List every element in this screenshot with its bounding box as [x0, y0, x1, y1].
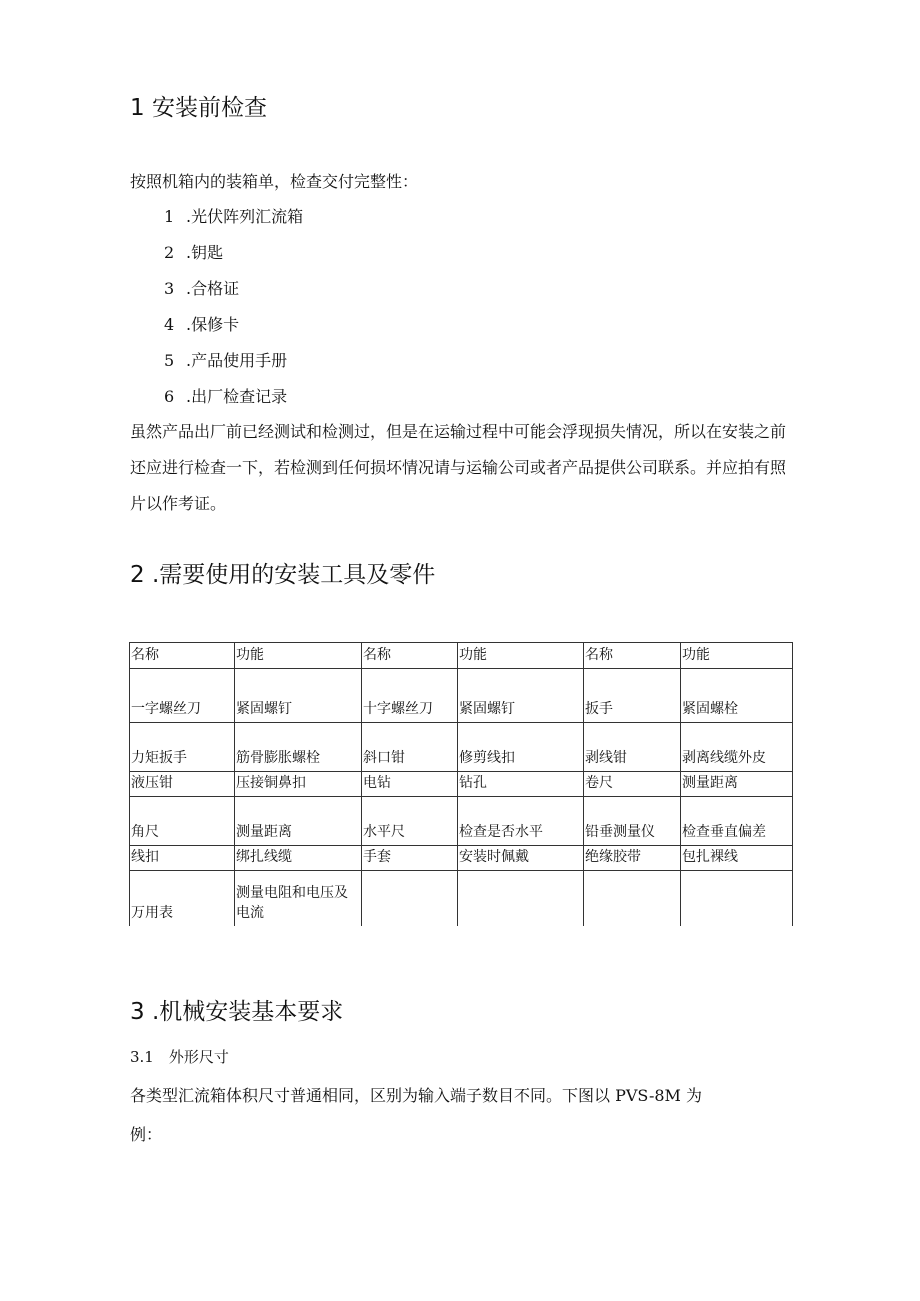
list-item: 3 .合格证 — [164, 279, 240, 298]
table-cell: 钻孔 — [458, 772, 584, 797]
table-cell — [362, 871, 458, 926]
table-cell — [458, 871, 584, 926]
list-item: 2 .钥匙 — [164, 243, 224, 262]
table-cell: 筋骨膨胀螺栓 — [235, 723, 362, 772]
table-cell: 安装时佩戴 — [458, 846, 584, 871]
section3-text-line2: 例： — [130, 1125, 163, 1144]
table-cell: 电钻 — [362, 772, 458, 797]
table-cell: 压接铜鼻扣 — [235, 772, 362, 797]
table-cell: 线扣 — [130, 846, 235, 871]
section2-heading: 2 .需要使用的安装工具及零件 — [130, 562, 436, 588]
table-header-cell: 功能 — [458, 643, 584, 669]
table-cell: 卷尺 — [584, 772, 681, 797]
table-cell — [681, 871, 793, 926]
table-cell: 检查垂直偏差 — [681, 797, 793, 846]
section3-text-line1: 各类型汇流箱体积尺寸普通相同，区别为输入端子数目不同。下图以 PVS-8M 为 — [130, 1086, 703, 1105]
table-row — [130, 797, 793, 846]
table-cell: 手套 — [362, 846, 458, 871]
section3-subheading: 3.1 外形尺寸 — [130, 1048, 229, 1066]
table-row — [130, 669, 793, 723]
table-header-cell: 名称 — [362, 643, 458, 669]
list-item: 4 .保修卡 — [164, 315, 240, 334]
list-item: 6 .出厂检查记录 — [164, 387, 288, 406]
section1-heading: 1 安装前检查 — [130, 95, 267, 121]
table-cell: 紧固螺钉 — [458, 669, 584, 723]
section1-intro: 按照机箱内的装箱单，检查交付完整性： — [130, 172, 419, 191]
table-cell: 角尺 — [130, 797, 235, 846]
table-cell: 力矩扳手 — [130, 723, 235, 772]
table-cell: 铅垂测量仪 — [584, 797, 681, 846]
list-item: 5 .产品使用手册 — [164, 351, 288, 370]
table-row — [130, 723, 793, 772]
table-row — [130, 846, 793, 871]
list-item: 1 .光伏阵列汇流箱 — [164, 207, 304, 226]
table-cell: 剥线钳 — [584, 723, 681, 772]
table-cell: 测量距离 — [235, 797, 362, 846]
table-cell: 斜口钳 — [362, 723, 458, 772]
table-cell: 包扎裸线 — [681, 846, 793, 871]
table-cell: 检查是否水平 — [458, 797, 584, 846]
table-row — [130, 871, 793, 926]
table-cell — [584, 871, 681, 926]
table-header-cell: 功能 — [235, 643, 362, 669]
tools-table — [129, 642, 793, 926]
table-cell: 一字螺丝刀 — [130, 669, 235, 723]
table-row — [130, 772, 793, 797]
table-cell: 测量电阻和电压及电流 — [235, 871, 362, 926]
table-cell: 万用表 — [130, 871, 235, 926]
table-cell: 扳手 — [584, 669, 681, 723]
section1-note: 虽然产品出厂前已经测试和检测过，但是在运输过程中可能会浮现损失情况，所以在安装之前还应进行检查一下，若检测到任何损坏情况请与运输公司或者产品提供公司联系。并应拍有照片以作考证。 — [130, 422, 787, 513]
section3-heading: 3 .机械安装基本要求 — [130, 999, 344, 1025]
table-header-cell: 名称 — [130, 643, 235, 669]
table-cell: 修剪线扣 — [458, 723, 584, 772]
table-cell: 紧固螺栓 — [681, 669, 793, 723]
table-cell: 紧固螺钉 — [235, 669, 362, 723]
table-cell: 测量距离 — [681, 772, 793, 797]
table-cell: 十字螺丝刀 — [362, 669, 458, 723]
table-cell: 绑扎线缆 — [235, 846, 362, 871]
table-cell: 水平尺 — [362, 797, 458, 846]
table-cell: 剥离线缆外皮 — [681, 723, 793, 772]
table-header-cell: 功能 — [681, 643, 793, 669]
table-header-row — [130, 643, 793, 669]
table-header-cell: 名称 — [584, 643, 681, 669]
table-cell: 液压钳 — [130, 772, 235, 797]
table-cell: 绝缘胶带 — [584, 846, 681, 871]
